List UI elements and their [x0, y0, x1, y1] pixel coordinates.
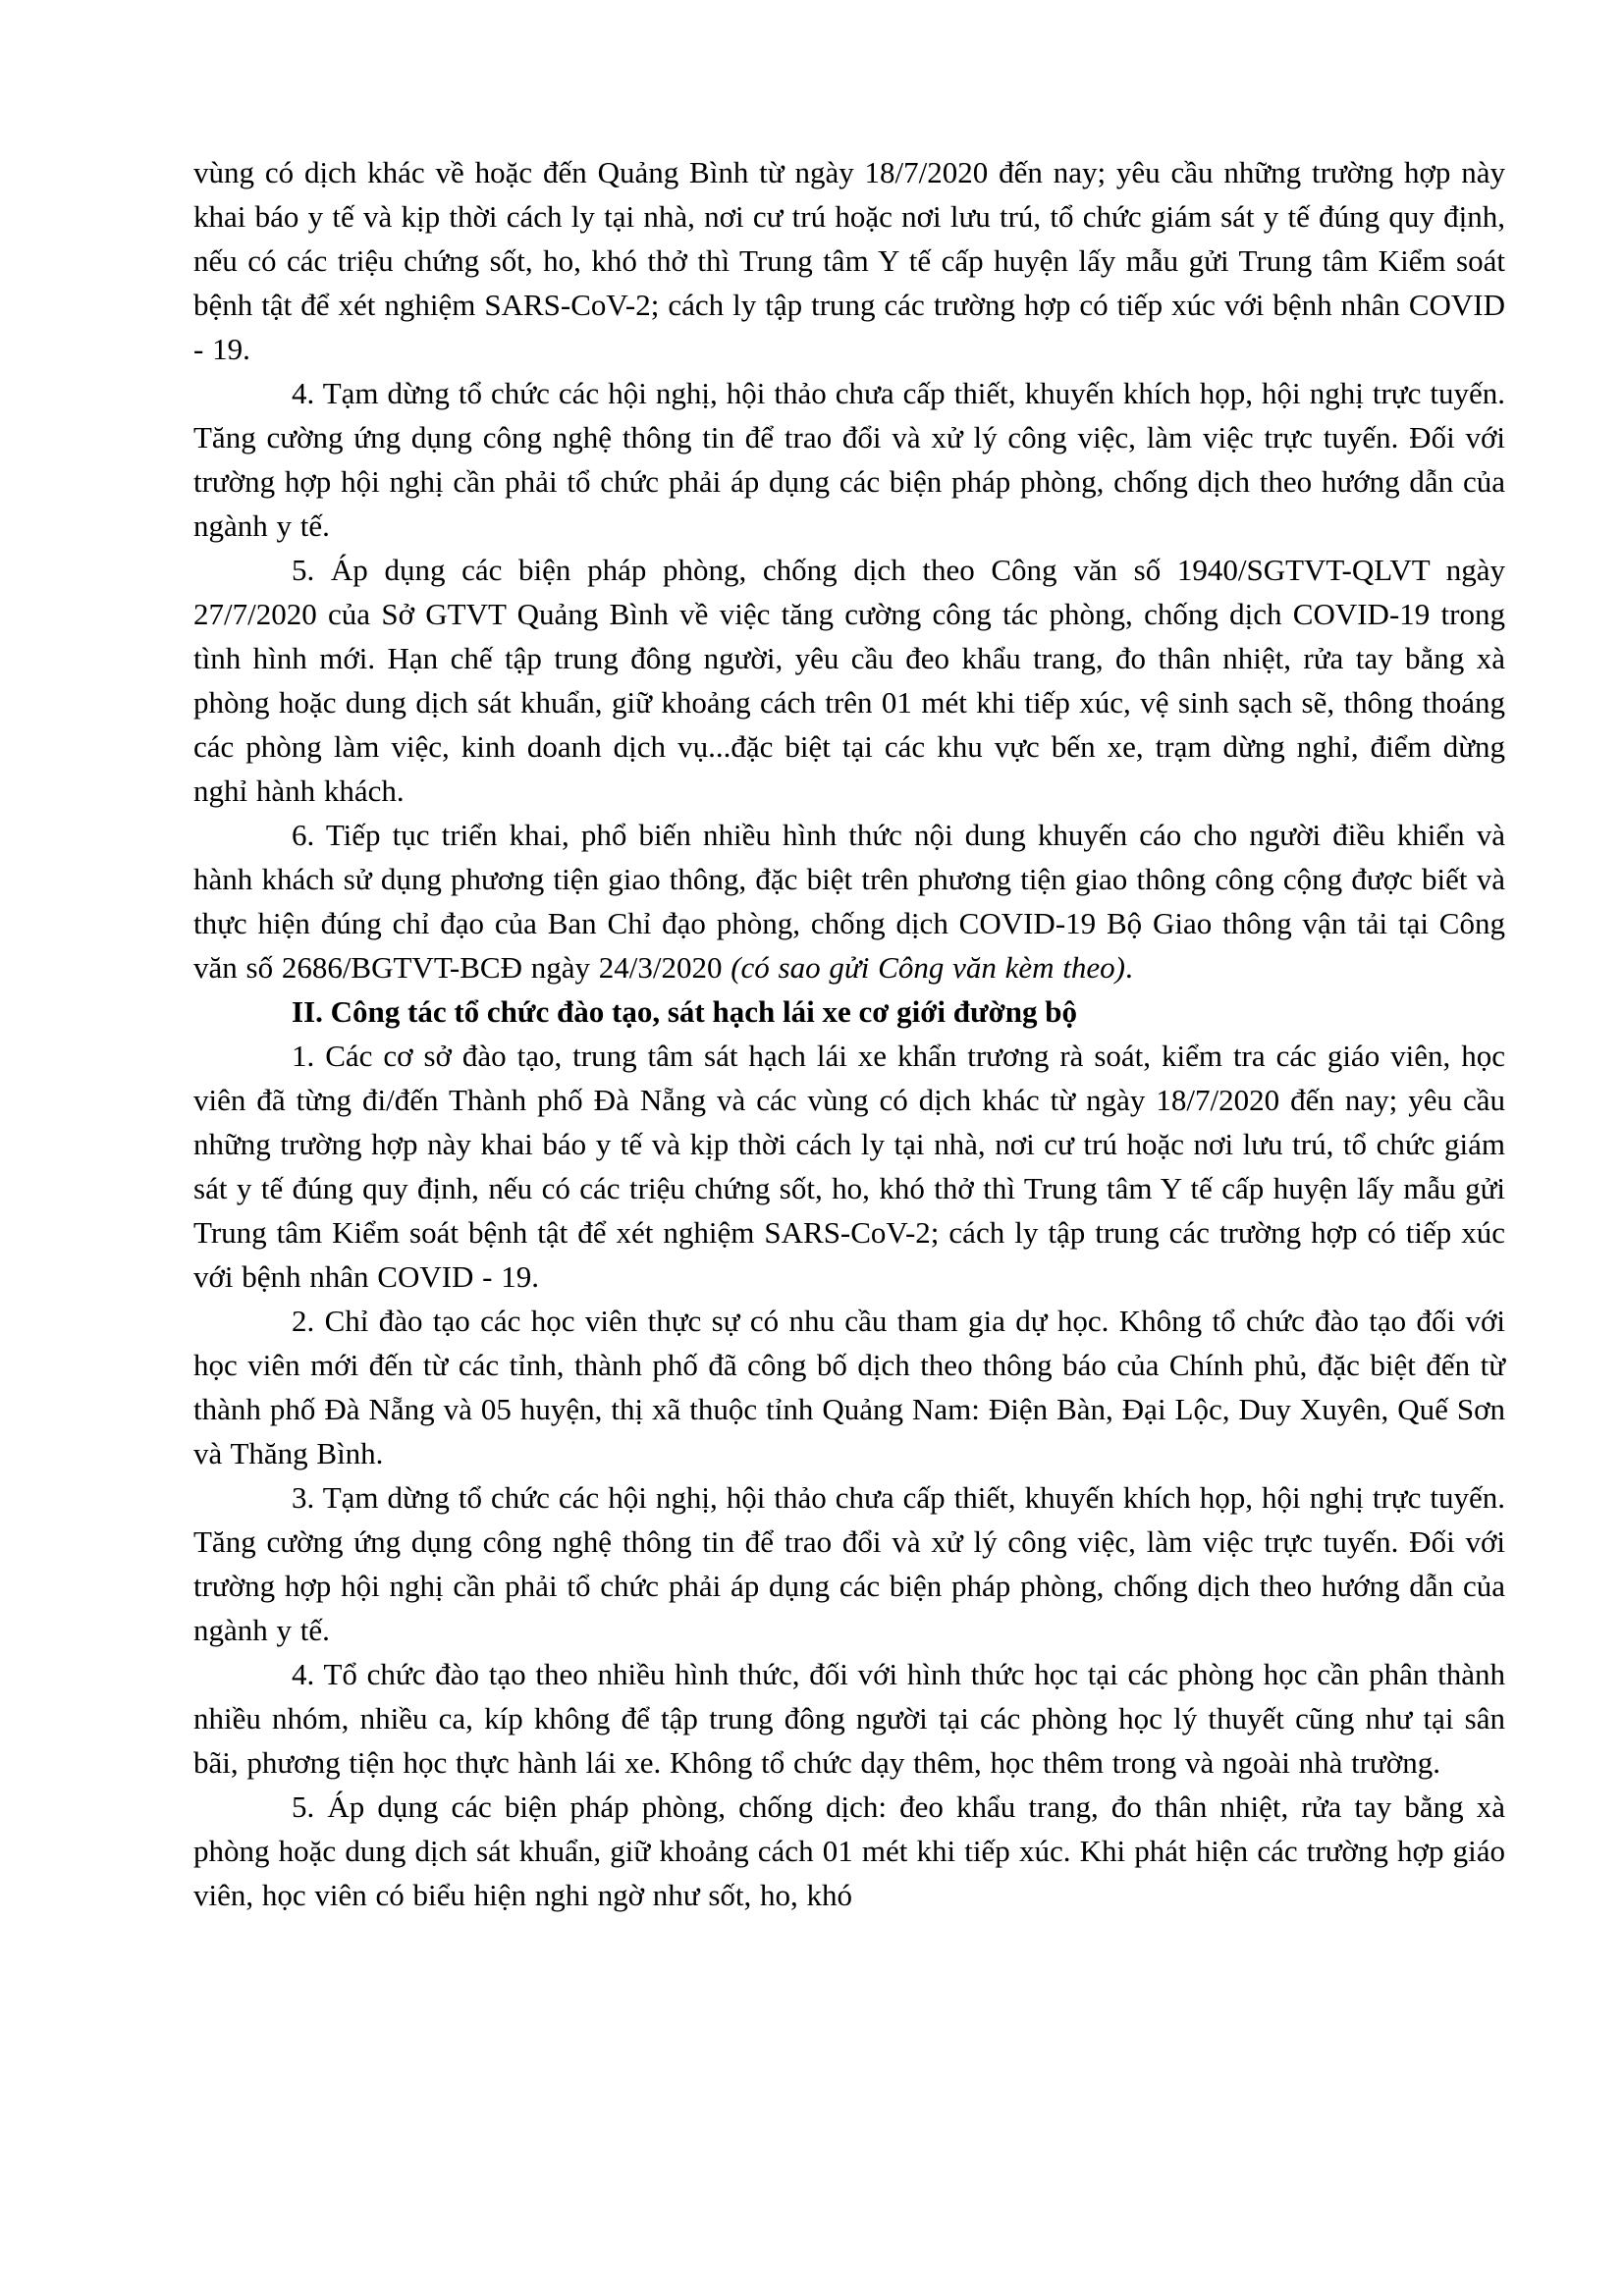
- paragraph-section2-item2: 2. Chỉ đào tạo các học viên thực sự có nhu cầu tham gia dự học. Không tổ chức đào tạo đối với học viên mới đến từ các tỉnh, thành phố đã công bố dịch theo thông báo của Chính phủ, đặc biệt đến từ thành phố Đà Nẵng và 05 huyện, thị xã thuộc tỉnh Quảng Nam: Điện Bàn, Đại Lộc, Duy Xuyên, Quế Sơn và Thăng Bình.: [193, 1304, 1505, 1470]
- paragraph-section1-item6-italic-note: (có sao gửi Công văn kèm theo): [731, 950, 1125, 985]
- paragraph-section1-item6: [193, 813, 1505, 989]
- paragraph-section1-item6-period: .: [1124, 950, 1133, 985]
- paragraph-section2-item1: 1. Các cơ sở đào tạo, trung tâm sát hạch lái xe khẩn trương rà soát, kiểm tra các giáo viên, học viên đã từng đi/đến Thành phố Đà Nẵng và các vùng có dịch khác từ ngày 18/7/2020 đến nay; yêu cầu những trường hợp này khai báo y tế và kịp thời cách ly tại nhà, nơi cư trú hoặc nơi lưu trú, tổ chức giám sát y tế đúng quy định, nếu có các triệu chứng sốt, ho, khó thở thì Trung tâm Y tế cấp huyện lấy mẫu gửi Trung tâm Kiểm soát bệnh tật để xét nghiệm SARS-CoV-2; cách ly tập trung các trường hợp có tiếp xúc với bệnh nhân COVID - 19.: [193, 1039, 1505, 1294]
- paragraph-section1-item5: 5. Áp dụng các biện pháp phòng, chống dịch theo Công văn số 1940/SGTVT-QLVT ngày 27/7/2020 của Sở GTVT Quảng Bình về việc tăng cường công tác phòng, chống dịch COVID-19 trong tình hình mới. Hạn chế tập trung đông người, yêu cầu đeo khẩu trang, đo thân nhiệt, rửa tay bằng xà phòng hoặc dung dịch sát khuẩn, giữ khoảng cách trên 01 mét khi tiếp xúc, vệ sinh sạch sẽ, thông thoáng các phòng làm việc, kinh doanh dịch vụ...đặc biệt tại các khu vực bến xe, trạm dừng nghỉ, điểm dừng nghỉ hành khách.: [193, 553, 1505, 808]
- paragraph-continuation: vùng có dịch khác về hoặc đến Quảng Bình từ ngày 18/7/2020 đến nay; yêu cầu những trường hợp này khai báo y tế và kịp thời cách ly tại nhà, nơi cư trú hoặc nơi lưu trú, tổ chức giám sát y tế đúng quy định, nếu có các triệu chứng sốt, ho, khó thở thì Trung tâm Y tế cấp huyện lấy mẫu gửi Trung tâm Kiểm soát bệnh tật để xét nghiệm SARS-CoV-2; cách ly tập trung các trường hợp có tiếp xúc với bệnh nhân COVID - 19.: [193, 155, 1505, 366]
- paragraph-section2-item4: 4. Tổ chức đào tạo theo nhiều hình thức, đối với hình thức học tại các phòng học cần phân thành nhiều nhóm, nhiều ca, kíp không để tập trung đông người tại các phòng học lý thuyết cũng như tại sân bãi, phương tiện học thực hành lái xe. Không tổ chức dạy thêm, học thêm trong và ngoài nhà trường.: [193, 1657, 1505, 1780]
- section-2-heading: II. Công tác tổ chức đào tạo, sát hạch lái xe cơ giới đường bộ: [292, 994, 1078, 1029]
- paragraph-section2-item3: 3. Tạm dừng tổ chức các hội nghị, hội thảo chưa cấp thiết, khuyến khích họp, hội nghị trực tuyến. Tăng cường ứng dụng công nghệ thông tin để trao đổi và xử lý công việc, làm việc trực tuyến. Đối với trường hợp hội nghị cần phải tổ chức phải áp dụng các biện pháp phòng, chống dịch theo hướng dẫn của ngành y tế.: [193, 1480, 1505, 1647]
- paragraph-section1-item6-text: 6. Tiếp tục triển khai, phổ biến nhiều hình thức nội dung khuyến cáo cho người điều khiển và hành khách sử dụng phương tiện giao thông, đặc biệt trên phương tiện giao thông công cộng được biết và thực hiện đúng chỉ đạo của Ban Chỉ đạo phòng, chống dịch COVID-19 Bộ Giao thông vận tải tại Công văn số 2686/BGTVT-BCĐ ngày 24/3/2020: [193, 818, 1505, 985]
- paragraph-section2-item5: 5. Áp dụng các biện pháp phòng, chống dịch: đeo khẩu trang, đo thân nhiệt, rửa tay bằng xà phòng hoặc dung dịch sát khuẩn, giữ khoảng cách 01 mét khi tiếp xúc. Khi phát hiện các trường hợp giáo viên, học viên có biểu hiện nghi ngờ như sốt, ho, khó: [193, 1789, 1505, 1912]
- paragraph-section1-item4: 4. Tạm dừng tổ chức các hội nghị, hội thảo chưa cấp thiết, khuyến khích họp, hội nghị trực tuyến. Tăng cường ứng dụng công nghệ thông tin để trao đổi và xử lý công việc, làm việc trực tuyến. Đối với trường hợp hội nghị cần phải tổ chức phải áp dụng các biện pháp phòng, chống dịch theo hướng dẫn của ngành y tế.: [193, 376, 1505, 543]
